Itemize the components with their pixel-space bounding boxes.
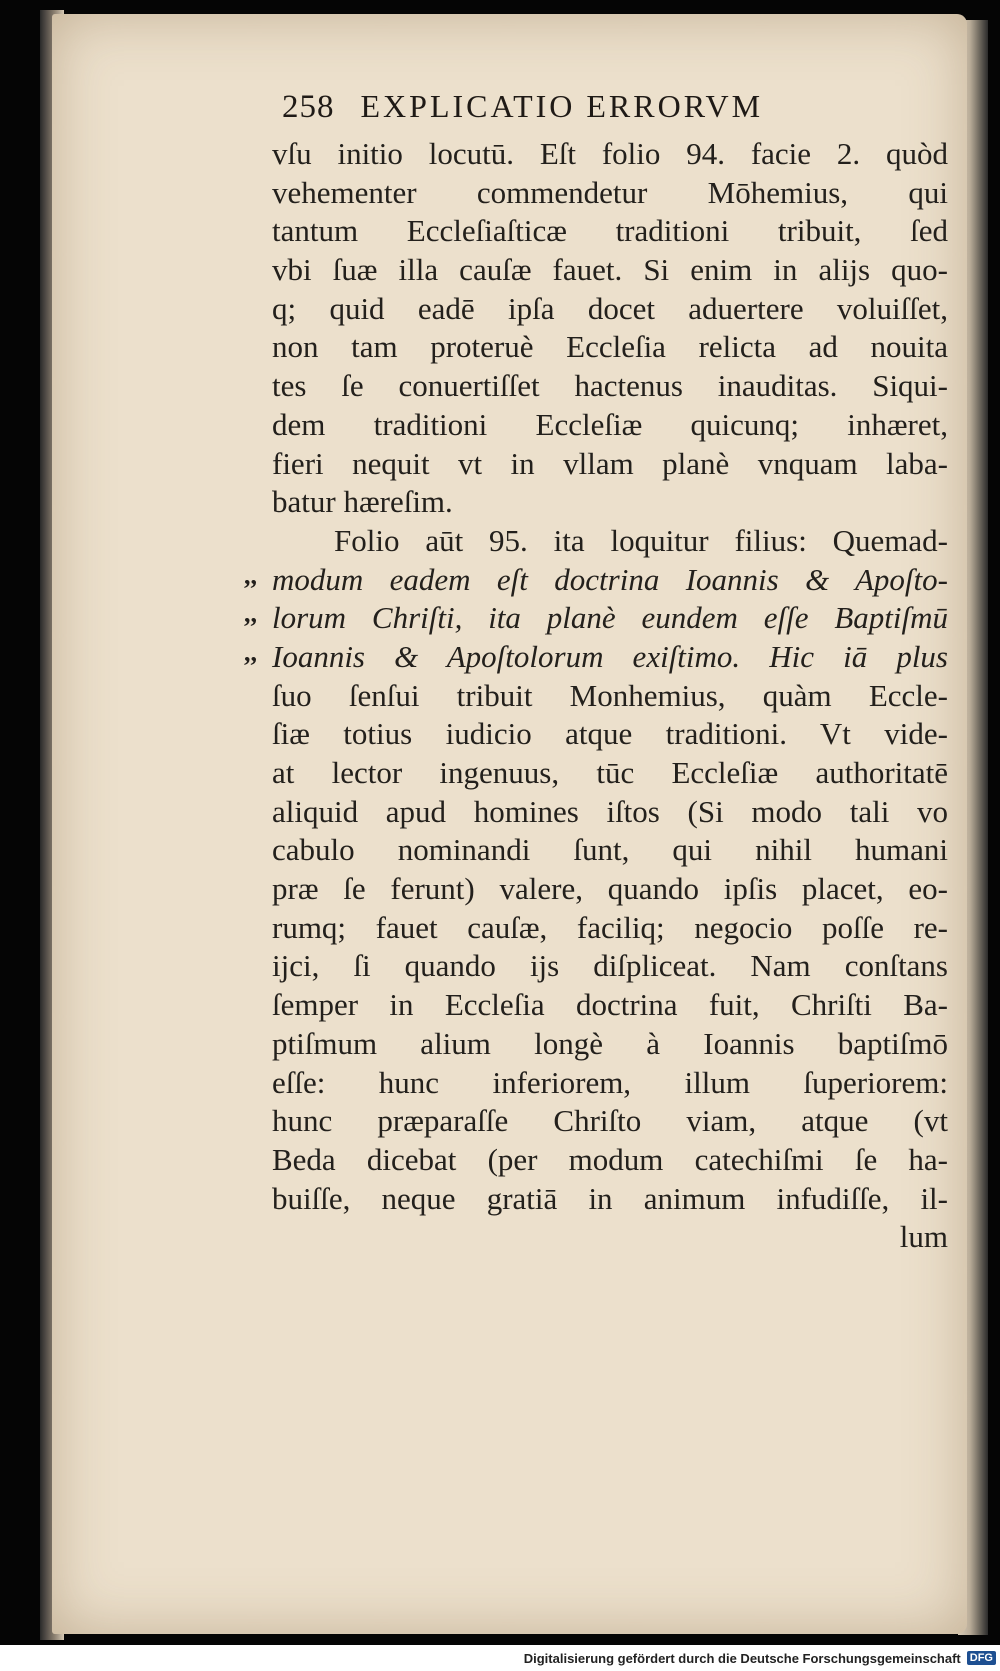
text-line-wrap bbox=[272, 715, 948, 754]
text-line-wrap bbox=[272, 1218, 948, 1257]
text-line-wrap bbox=[272, 1102, 948, 1141]
text-line: hunc præparaſſe Chriſto viam, atque (vt bbox=[272, 1103, 948, 1139]
text-line-wrap bbox=[272, 677, 948, 716]
text-line: ſiæ totius iudicio atque traditioni. Vt vide- bbox=[272, 716, 948, 752]
quotation-mark: ,, bbox=[244, 637, 257, 667]
text-line: Ioannis & Apoſtolorum exiſtimo. Hic iā plus bbox=[272, 638, 948, 674]
text-line: aliquid apud homines iſtos (Si modo tali vo bbox=[272, 793, 948, 829]
text-line: ſemper in Eccleſia doctrina fuit, Chriſti Ba- bbox=[272, 987, 948, 1023]
text-line: fieri nequit vt in vllam planè vnquam laba- bbox=[272, 445, 948, 481]
text-line: Beda dicebat (per modum catechiſmi ſe ha- bbox=[272, 1141, 948, 1177]
text-line-wrap bbox=[272, 328, 948, 367]
text-line-wrap bbox=[272, 909, 948, 948]
text-line: buiſſe, neque gratiā in animum infudiſſe, il- bbox=[272, 1180, 948, 1216]
text-line-wrap bbox=[272, 406, 948, 445]
text-line-wrap bbox=[272, 831, 948, 870]
text-line-wrap bbox=[272, 1064, 948, 1103]
text-line-wrap bbox=[272, 793, 948, 832]
text-line: tantum Eccleſiaſticæ traditioni tribuit, ſed bbox=[272, 213, 948, 249]
quotation-mark: ,, bbox=[244, 599, 257, 629]
text-line: ſuo ſenſui tribuit Monhemius, quàm Eccle- bbox=[272, 677, 948, 713]
text-line-wrap bbox=[272, 483, 948, 522]
text-line: Folio aūt 95. ita loquitur filius: Quemad- bbox=[334, 522, 948, 558]
text-line-wrap bbox=[272, 367, 948, 406]
text-line-wrap bbox=[244, 637, 948, 677]
text-line: dem traditioni Eccleſiæ quicunq; inhæret, bbox=[272, 406, 948, 442]
text-line: batur hæreſim. bbox=[272, 484, 453, 520]
text-line-wrap bbox=[244, 599, 948, 638]
text-line: ptiſmum alium longè à Ioannis baptiſmō bbox=[272, 1025, 948, 1061]
text-line: rumq; fauet cauſæ, faciliq; negocio poſſe re- bbox=[272, 909, 948, 945]
text-line-wrap bbox=[272, 870, 948, 909]
text-line: eſſe: hunc inferiorem, illum ſuperiorem: bbox=[272, 1064, 948, 1100]
text-line: ijci, ſi quando ijs diſpliceat. Nam conſtans bbox=[272, 948, 948, 984]
page-number: 258 bbox=[282, 89, 335, 125]
text-line: cabulo nominandi ſunt, qui nihil humani bbox=[272, 832, 948, 868]
text-line: modum eadem eſt doctrina Ioannis & Apoſto- bbox=[272, 561, 948, 597]
text-line-wrap bbox=[272, 522, 948, 561]
text-line-wrap bbox=[272, 754, 948, 793]
text-line-wrap bbox=[272, 1141, 948, 1180]
text-line-wrap bbox=[244, 560, 948, 600]
footer-bar bbox=[0, 1645, 1000, 1671]
text-line-wrap bbox=[272, 986, 948, 1025]
text-line-wrap bbox=[272, 1180, 948, 1219]
text-line: non tam proteruè Eccleſia relicta ad nouita bbox=[272, 329, 948, 365]
text-line: vehementer commendetur Mōhemius, qui bbox=[272, 174, 948, 210]
footer-credit: Digitalisierung gefördert durch die Deutsche Forschungsgemeinschaft bbox=[523, 1650, 961, 1666]
text-line-wrap bbox=[272, 135, 948, 174]
text-line: vbi ſuæ illa cauſæ fauet. Si enim in alijs quo- bbox=[272, 252, 948, 288]
text-line: lum bbox=[899, 1219, 948, 1255]
text-line-wrap bbox=[272, 1025, 948, 1064]
text-line: lorum Chriſti, ita planè eundem eſſe Baptiſmū bbox=[272, 600, 948, 636]
text-line-wrap bbox=[272, 947, 948, 986]
dfg-logo-icon: DFG bbox=[967, 1651, 996, 1665]
text-line: q; quid eadē ipſa docet aduertere voluiſſet, bbox=[272, 290, 948, 326]
page-header bbox=[282, 88, 882, 134]
text-line-wrap bbox=[272, 445, 948, 484]
text-line: at lector ingenuus, tūc Eccleſiæ authoritatē bbox=[272, 755, 948, 790]
text-line-wrap bbox=[272, 174, 948, 213]
running-title: EXPLICATIO ERRORVM bbox=[360, 88, 764, 124]
quotation-mark: ,, bbox=[244, 560, 257, 590]
text-line-wrap bbox=[272, 290, 948, 329]
text-line: vſu initio locutū. Eſt folio 94. facie 2. quòd bbox=[272, 136, 948, 171]
text-line-wrap bbox=[272, 212, 948, 251]
text-line: præ ſe ferunt) valere, quando ipſis placet, eo- bbox=[272, 871, 948, 907]
text-line-wrap bbox=[272, 251, 948, 290]
body-text bbox=[244, 135, 948, 1257]
text-line: tes ſe conuertiſſet hactenus inauditas. Siqui- bbox=[272, 368, 948, 404]
